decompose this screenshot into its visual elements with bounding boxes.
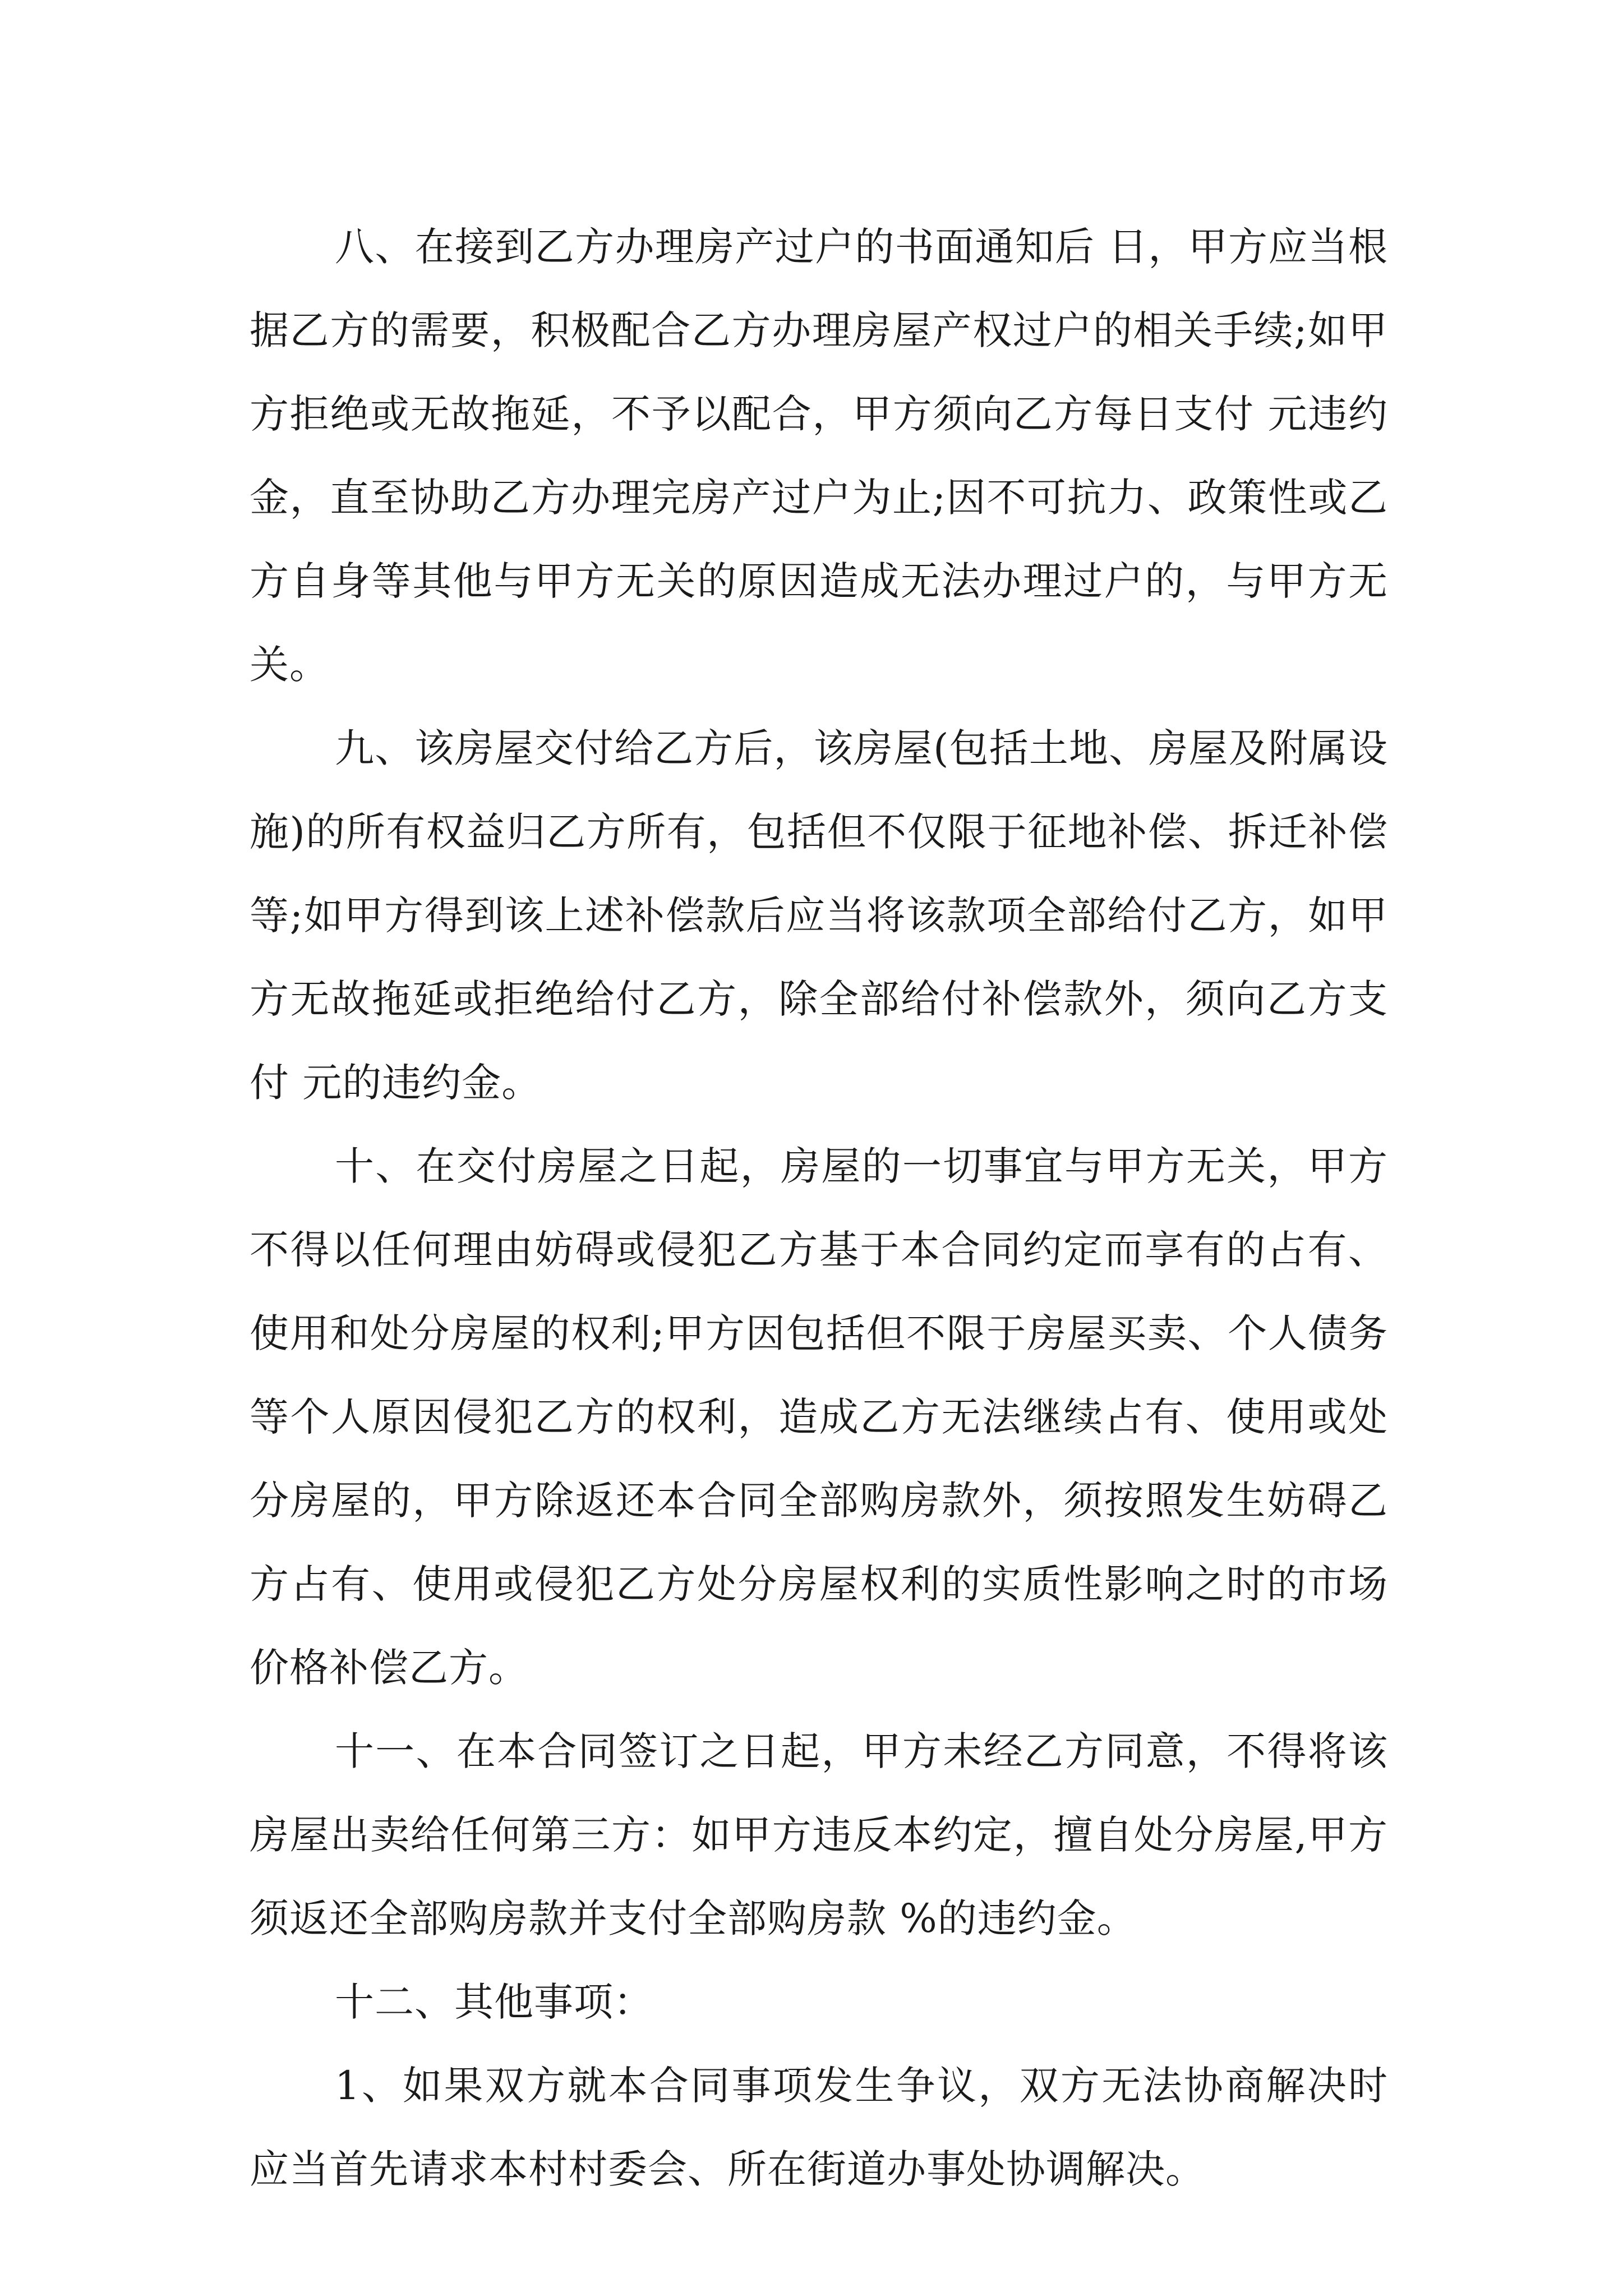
clause-12-item-1: 1、如果双方就本合同事项发生争议，双方无法协商解决时应当首先请求本村村委会、所在街道办事处协调解决。 — [250, 2063, 1388, 2192]
clause-11-paragraph: 十一、在本合同签订之日起，甲方未经乙方同意，不得将该房屋出卖给任何第三方：如甲方违反本约定，擅自处分房屋,甲方须返还全部购房款并支付全部购房款 %的违约金。 — [250, 1728, 1388, 1941]
clause-8-paragraph: 八、在接到乙方办理房产过户的书面通知后 日，甲方应当根据乙方的需要，积极配合乙方办理房屋产权过户的相关手续;如甲方拒绝或无故拖延，不予以配合，甲方须向乙方每日支付 元违约金，直至协助乙方办理完房产过户为止;因不可抗力、政策性或乙方自身等其他与甲方无关的原因造成无法办理过户的，与甲方无关。 — [250, 224, 1388, 688]
contract-body — [250, 205, 1388, 2211]
clause-10-paragraph: 十、在交付房屋之日起，房屋的一切事宜与甲方无关，甲方不得以任何理由妨碍或侵犯乙方基于本合同约定而享有的占有、使用和处分房屋的权利;甲方因包括但不限于房屋买卖、个人债务等个人原因侵犯乙方的权利，造成乙方无法继续占有、使用或处分房屋的，甲方除返还本合同全部购房款外，须按照发生妨碍乙方占有、使用或侵犯乙方处分房屋权利的实质性影响之时的市场价格补偿乙方。 — [250, 1143, 1388, 1691]
clause-12-heading: 十二、其他事项： — [335, 1979, 653, 2025]
clause-9-paragraph: 九、该房屋交付给乙方后，该房屋(包括土地、房屋及附属设施)的所有权益归乙方所有，包括但不仅限于征地补偿、拆迁补偿等;如甲方得到该上述补偿款后应当将该款项全部给付乙方，如甲方无故拖延或拒绝给付乙方，除全部给付补偿款外，须向乙方支付 元的违约金。 — [250, 725, 1388, 1106]
